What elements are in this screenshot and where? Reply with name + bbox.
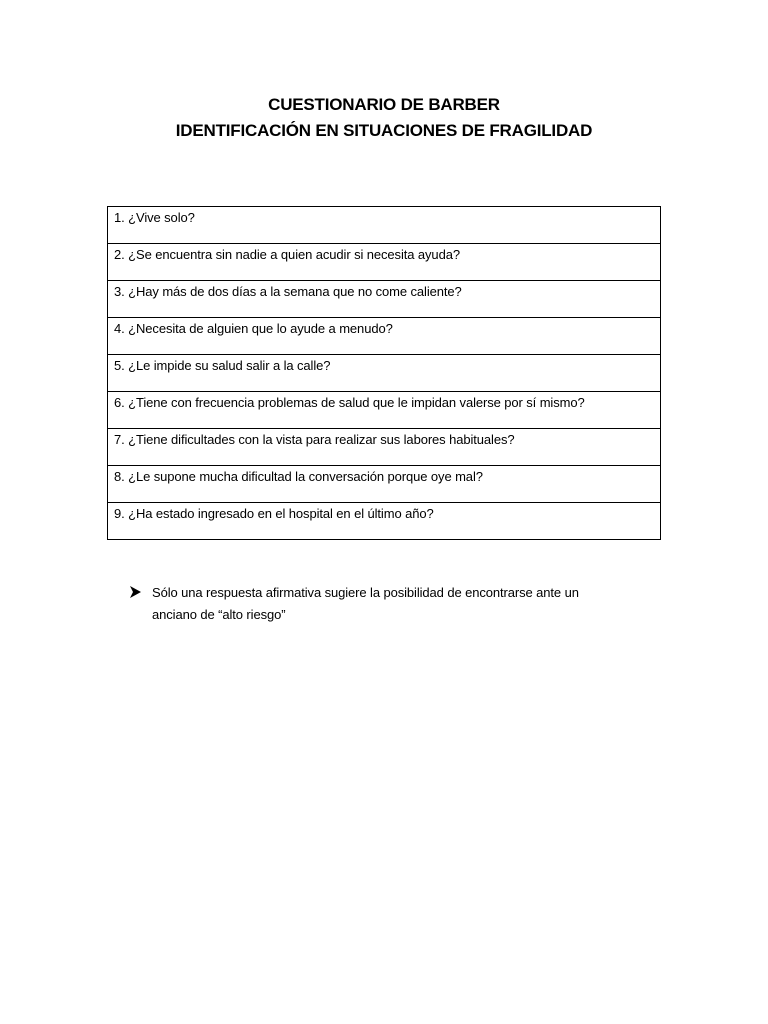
question-row	[108, 355, 661, 392]
question-row	[108, 392, 661, 429]
questionnaire-table	[107, 206, 661, 540]
note-bullet	[128, 582, 628, 626]
note-line-2: anciano de “alto riesgo”	[152, 607, 286, 622]
question-row	[108, 244, 661, 281]
question-text: 5. ¿Le impide su salud salir a la calle?	[114, 358, 331, 373]
question-row	[108, 429, 661, 466]
question-text: 3. ¿Hay más de dos días a la semana que no come caliente?	[114, 284, 462, 299]
question-row	[108, 466, 661, 503]
note-text	[152, 582, 622, 626]
note-line-1: Sólo una respuesta afirmativa sugiere la posibilidad de encontrarse ante un	[152, 585, 579, 600]
question-text: 6. ¿Tiene con frecuencia problemas de salud que le impidan valerse por sí mismo?	[114, 395, 585, 410]
question-cell	[108, 392, 661, 429]
question-text: 4. ¿Necesita de alguien que lo ayude a menudo?	[114, 321, 393, 336]
arrow-bullet-icon	[128, 582, 152, 602]
question-cell	[108, 503, 661, 540]
question-row	[108, 503, 661, 540]
title-line-1: CUESTIONARIO DE BARBER	[268, 95, 500, 114]
question-text: 8. ¿Le supone mucha dificultad la conversación porque oye mal?	[114, 469, 483, 484]
question-row	[108, 281, 661, 318]
question-row	[108, 318, 661, 355]
question-cell	[108, 466, 661, 503]
question-cell	[108, 244, 661, 281]
question-row	[108, 207, 661, 244]
title-line-2: IDENTIFICACIÓN EN SITUACIONES DE FRAGILIDAD	[175, 121, 593, 140]
question-cell	[108, 318, 661, 355]
document-title	[0, 92, 768, 144]
question-cell	[108, 429, 661, 466]
question-cell	[108, 281, 661, 318]
question-text: 9. ¿Ha estado ingresado en el hospital en el último año?	[114, 506, 434, 521]
question-cell	[108, 355, 661, 392]
question-cell	[108, 207, 661, 244]
question-text: 7. ¿Tiene dificultades con la vista para realizar sus labores habituales?	[114, 432, 515, 447]
question-text: 2. ¿Se encuentra sin nadie a quien acudir si necesita ayuda?	[114, 247, 460, 262]
question-text: 1. ¿Vive solo?	[114, 210, 195, 225]
